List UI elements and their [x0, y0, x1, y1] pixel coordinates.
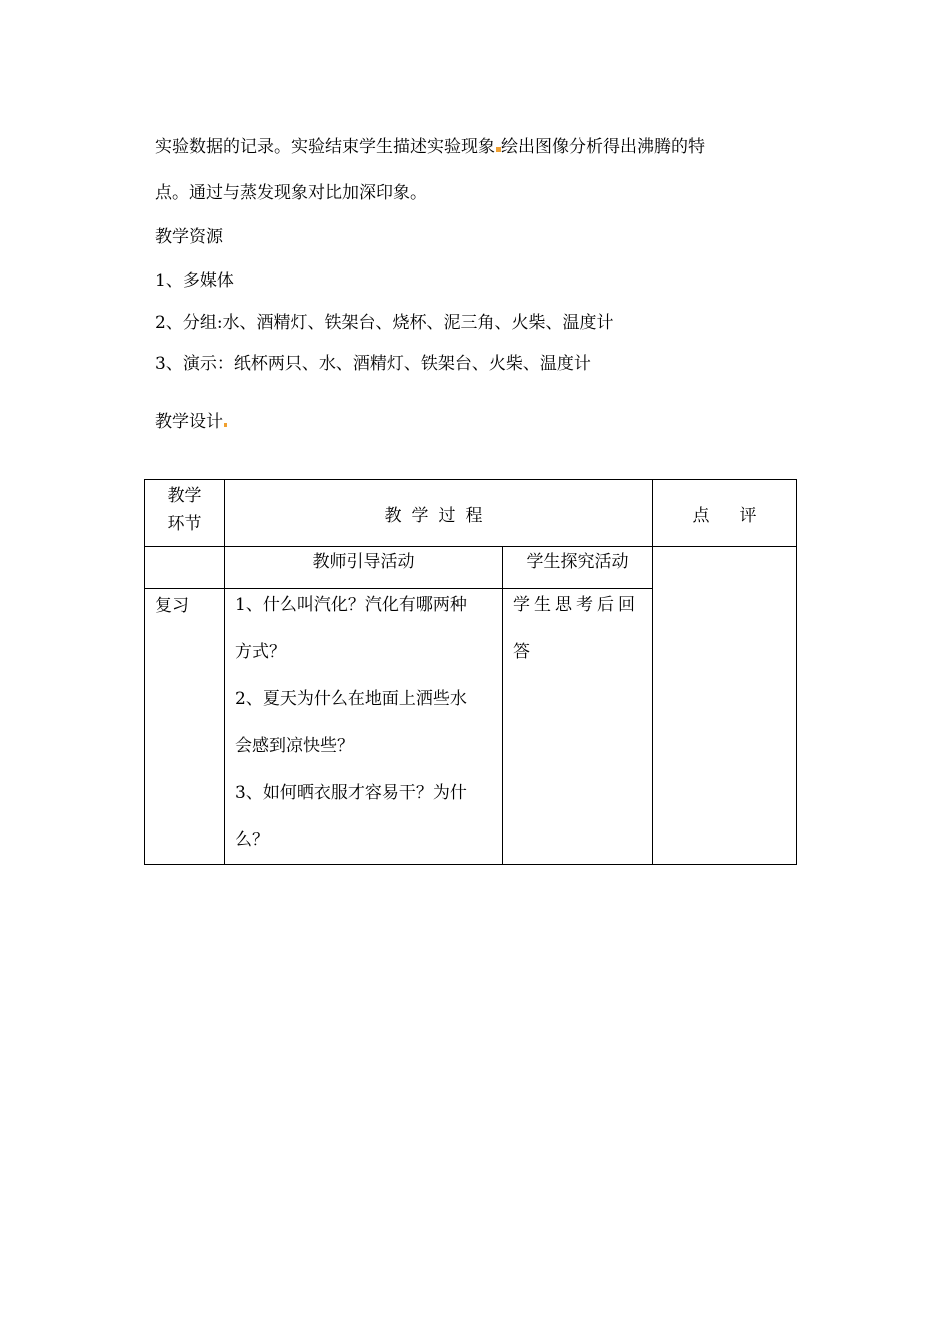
- teacher-line-6: 么？: [235, 830, 269, 850]
- table-header-row: [145, 480, 797, 547]
- resources-heading: 教学资源: [155, 227, 223, 247]
- student-line-2: 答: [513, 642, 534, 662]
- intro-text-part1: 实验数据的记录。实验结束学生描述实验现象: [155, 137, 495, 157]
- header-comment-part1: 点: [692, 505, 710, 526]
- header-stage-cell: [145, 480, 225, 547]
- teacher-line-1: 1、什么叫汽化？汽化有哪两种: [235, 595, 467, 615]
- design-heading-line: [155, 412, 227, 432]
- teacher-line-5: 3、如何晒衣服才容易干？为什: [235, 783, 467, 803]
- design-heading: 教学设计: [155, 412, 223, 432]
- subheader-teacher-cell: 教师引导活动: [225, 547, 503, 589]
- intro-text-part2: 绘出图像分析得出沸腾的特: [501, 137, 705, 157]
- teacher-line-4: 会感到凉快些？: [235, 736, 354, 756]
- header-stage-line2: 环节: [167, 514, 202, 534]
- teacher-activity-cell: [225, 589, 503, 865]
- resource-item-1: 1、多媒体: [155, 271, 234, 291]
- stage-cell: 复习: [145, 589, 225, 865]
- teacher-line-2: 方式？: [235, 642, 286, 662]
- comment-body-cell: [653, 547, 797, 865]
- lesson-plan-table: [144, 479, 797, 865]
- resource-item-3: 3、演示：纸杯两只、水、酒精灯、铁架台、火柴、温度计: [155, 354, 591, 374]
- student-line-1: 学生思考后回: [513, 595, 639, 615]
- subheader-empty-cell: [145, 547, 225, 589]
- edit-mark-2: [224, 423, 227, 427]
- resource-item-2: 2、分组:水、酒精灯、铁架台、烧杯、泥三角、火柴、温度计: [155, 313, 614, 333]
- paragraph-intro-line1: [155, 137, 705, 157]
- header-stage-line1: 教学: [167, 486, 202, 506]
- header-comment-cell: [653, 480, 797, 547]
- paragraph-intro-line2: 点。通过与蒸发现象对比加深印象。: [155, 183, 427, 203]
- teacher-line-3: 2、夏天为什么在地面上洒些水: [235, 689, 467, 709]
- header-process-cell: 教学过程: [225, 480, 653, 547]
- subheader-student-cell: 学生探究活动: [503, 547, 653, 589]
- header-comment-part2: 评: [739, 505, 757, 526]
- student-activity-cell: [503, 589, 653, 865]
